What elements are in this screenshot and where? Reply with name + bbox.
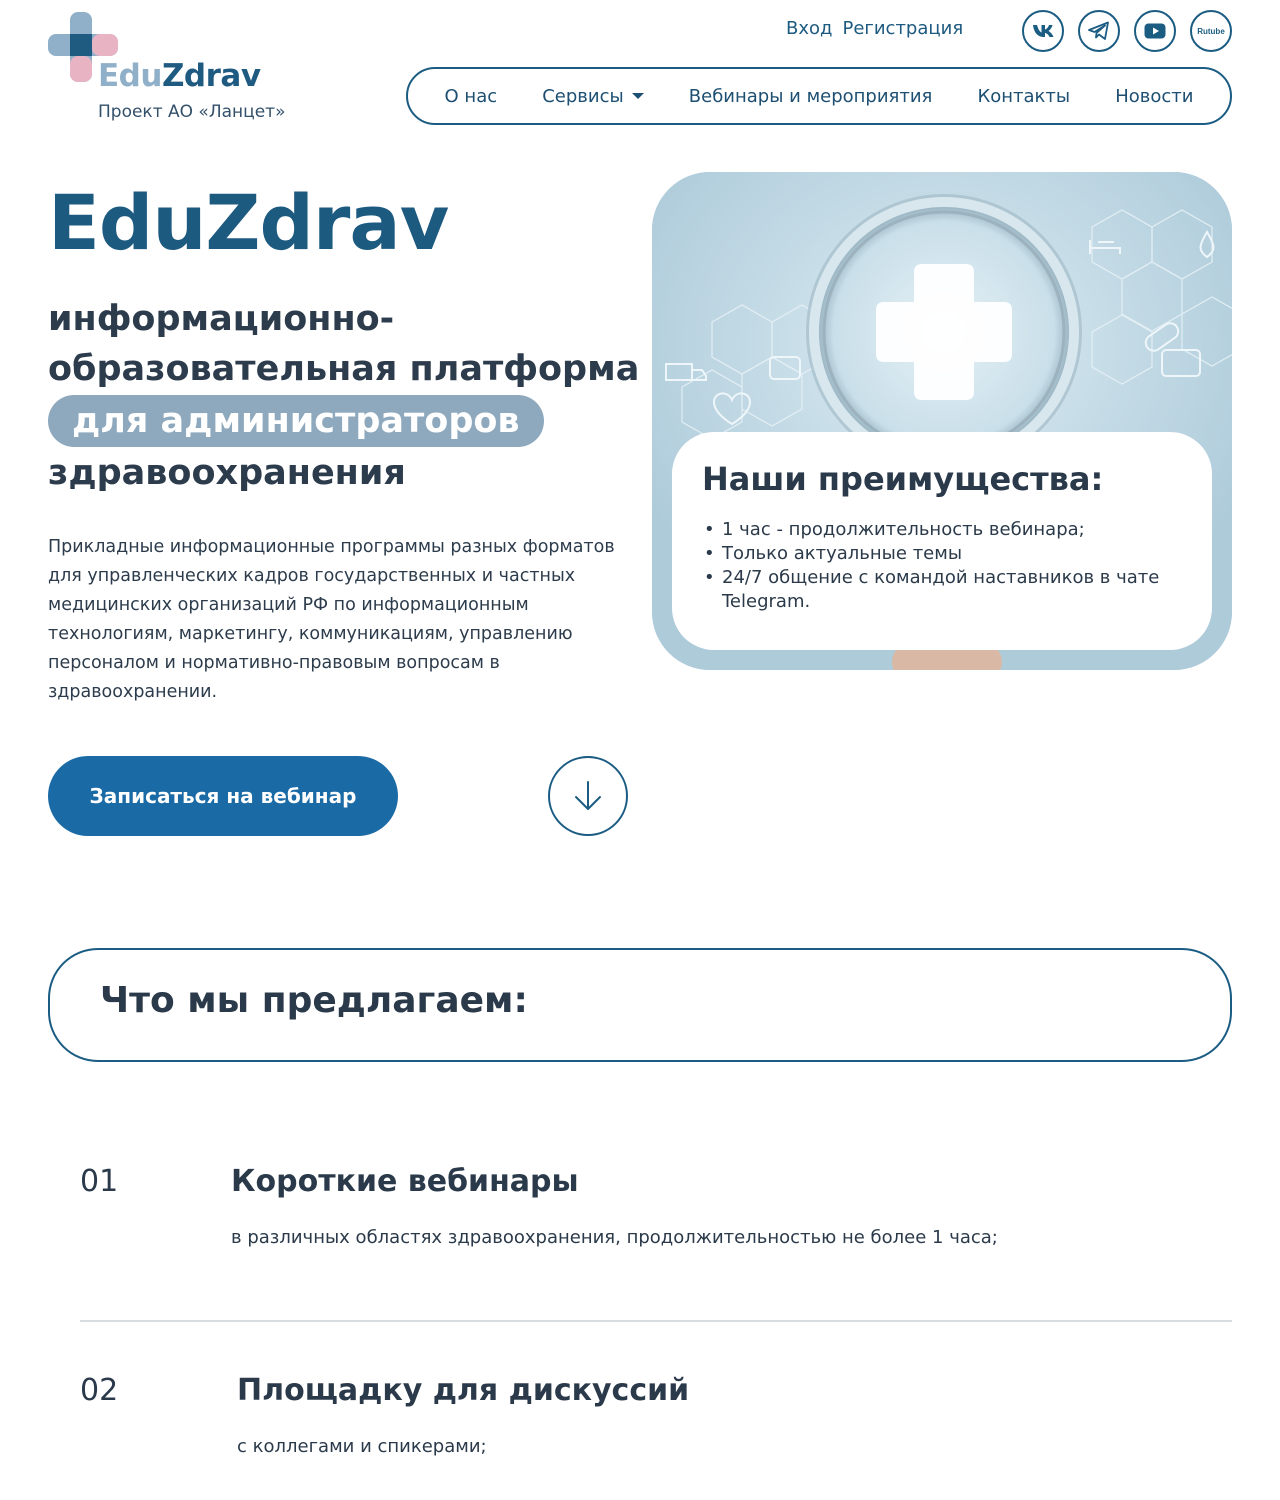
hero-subtitle	[48, 294, 648, 498]
vk-icon[interactable]	[1022, 10, 1064, 52]
advantages-list	[702, 518, 1182, 614]
logo[interactable]	[48, 12, 328, 127]
chevron-down-icon	[632, 93, 644, 99]
hero-title: EduZdrav	[48, 178, 449, 267]
social-links	[1022, 10, 1232, 52]
logo-subtitle: Проект АО «Ланцет»	[98, 102, 286, 122]
auth-links	[786, 18, 963, 39]
nav-webinars[interactable]: Вебинары и мероприятия	[688, 85, 933, 107]
hero-subtitle-line: образовательная платформа	[48, 349, 640, 389]
offer-item-number: 01	[80, 1164, 119, 1199]
offer-item-description: в различных областях здравоохранения, продолжительностью не более 1 часа;	[231, 1227, 998, 1248]
nav-contacts[interactable]: Контакты	[977, 85, 1071, 107]
advantages-card	[672, 432, 1212, 650]
hero-subtitle-line: здравоохранения	[48, 453, 406, 493]
nav-services-label: Сервисы	[542, 85, 624, 107]
login-link[interactable]: Вход	[786, 18, 833, 39]
nav-about[interactable]: О нас	[444, 85, 498, 107]
list-item: • 24/7 общение с командой наставников в чате Telegram.	[702, 566, 1182, 614]
youtube-icon[interactable]	[1134, 10, 1176, 52]
hero-description: Прикладные информационные программы разных форматов для управленческих кадров государственных и частных медицинских организаций РФ по информационным технологиям, маркетингу, коммуникациям, управлению персоналом и нормативно-правовым вопросам в здравоохранении.	[48, 537, 615, 702]
main-nav	[406, 67, 1232, 125]
hero-subtitle-line: информационно-	[48, 299, 395, 339]
scroll-down-button[interactable]	[548, 756, 628, 836]
register-link[interactable]: Регистрация	[842, 18, 964, 39]
telegram-icon[interactable]	[1078, 10, 1120, 52]
list-item: • Только актуальные темы	[702, 542, 1182, 566]
advantages-title: Наши преимущества:	[702, 460, 1104, 498]
offer-item-title: Площадку для дискуссий	[237, 1373, 690, 1408]
list-item: • 1 час - продолжительность вебинара;	[702, 518, 1182, 542]
hero-image	[652, 172, 1232, 670]
nav-services[interactable]	[542, 86, 643, 107]
offer-item-number: 02	[80, 1373, 119, 1408]
offer-heading-box	[48, 948, 1232, 1062]
hero-subtitle-highlight: для администраторов	[48, 395, 544, 447]
divider	[80, 1320, 1232, 1322]
arrow-down-icon	[568, 776, 608, 816]
offer-item-title: Короткие вебинары	[231, 1164, 579, 1199]
rutube-icon[interactable]: Rutube	[1190, 10, 1232, 52]
signup-webinar-button[interactable]: Записаться на вебинар	[48, 756, 398, 836]
logo-wordmark: EduZdrav	[98, 58, 261, 94]
offer-title: Что мы предлагаем:	[100, 980, 528, 1021]
nav-news[interactable]: Новости	[1115, 85, 1194, 107]
offer-item-description: с коллегами и спикерами;	[237, 1436, 487, 1457]
